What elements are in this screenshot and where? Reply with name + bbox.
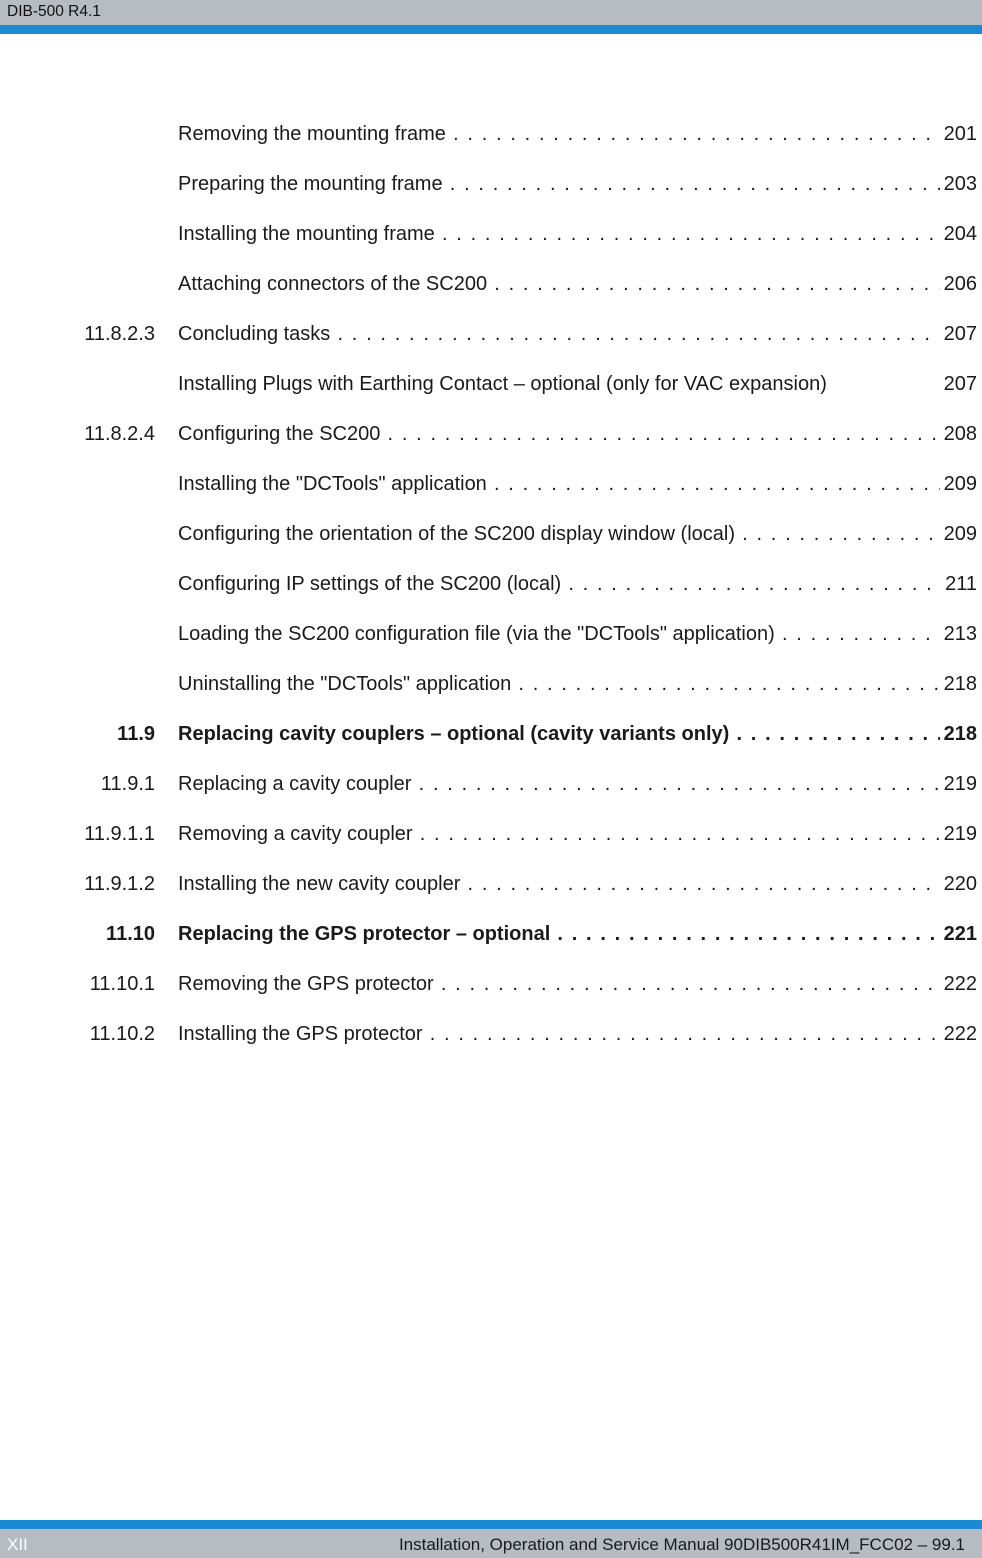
toc-section-number: 11.10 — [106, 923, 155, 945]
toc-page-number: 206 — [940, 272, 977, 296]
toc-row[interactable] — [0, 808, 982, 858]
toc-page-number: 213 — [940, 622, 977, 646]
toc-row[interactable] — [0, 908, 982, 958]
toc-entry-title: Uninstalling the "DCTools" application — [178, 673, 512, 695]
toc-entry-title: Concluding tasks — [178, 323, 331, 345]
toc-entry-link[interactable] — [178, 472, 977, 496]
toc-entry-link[interactable] — [178, 972, 977, 996]
toc-row[interactable] — [0, 658, 982, 708]
toc-row[interactable] — [0, 708, 982, 758]
toc-row[interactable] — [0, 308, 982, 358]
toc-section-number: 11.10.1 — [89, 973, 155, 995]
toc-row[interactable] — [0, 958, 982, 1008]
toc-entry-link[interactable] — [178, 572, 977, 596]
toc-entry-title: Installing Plugs with Earthing Contact – optional (only for VAC expansion) — [178, 373, 827, 395]
toc-page-number: 208 — [940, 422, 977, 446]
toc-entry-link[interactable] — [178, 622, 977, 646]
toc-entry-link[interactable] — [178, 672, 977, 696]
toc-page-number: 211 — [941, 572, 977, 596]
toc-row[interactable] — [0, 208, 982, 258]
toc-row[interactable] — [0, 858, 982, 908]
toc-row[interactable] — [0, 408, 982, 458]
toc-page-number: 218 — [940, 672, 977, 696]
toc-entry-link[interactable] — [178, 422, 977, 446]
toc-page-number: 219 — [940, 822, 977, 846]
toc-page-number: 220 — [940, 872, 977, 896]
toc-entry-title: Configuring IP settings of the SC200 (local) — [178, 573, 562, 595]
toc-page-number: 209 — [940, 472, 977, 496]
toc-entry-link[interactable] — [178, 172, 977, 196]
toc-entry-title: Removing the mounting frame — [178, 123, 446, 145]
toc-entry-link[interactable] — [178, 922, 977, 946]
header-title: DIB-500 R4.1 — [7, 3, 101, 20]
toc-entry-title: Configuring the orientation of the SC200 display window (local) — [178, 523, 735, 545]
page-header — [0, 0, 982, 34]
toc-section-number: 11.9.1 — [100, 773, 155, 795]
toc-entry-title: Installing the new cavity coupler — [178, 873, 461, 895]
toc-entry-link[interactable] — [178, 322, 977, 346]
toc-section-number: 11.9 — [117, 723, 155, 745]
toc-entry-link[interactable] — [178, 372, 977, 396]
footer-document-title: Installation, Operation and Service Manual 90DIB500R41IM_FCC02 – 99.1 — [398, 1535, 965, 1554]
toc-section-number: 11.8.2.4 — [84, 423, 155, 445]
toc-entry-title: Replacing cavity couplers – optional (cavity variants only) — [178, 723, 730, 745]
toc-row[interactable] — [0, 158, 982, 208]
toc-entry-title: Installing the "DCTools" application — [178, 473, 487, 495]
toc-entry-link[interactable] — [178, 822, 977, 846]
toc-entry-link[interactable] — [178, 872, 977, 896]
toc-row[interactable] — [0, 508, 982, 558]
toc-page-number: 207 — [940, 372, 977, 396]
header-accent-rule — [0, 25, 982, 34]
toc-page-number: 203 — [940, 172, 977, 196]
toc-entry-link[interactable] — [178, 722, 977, 746]
toc-section-number: 11.9.1.1 — [84, 823, 155, 845]
toc-page-number: 218 — [940, 722, 977, 746]
toc-entry-link[interactable] — [178, 222, 977, 246]
toc-entry-link[interactable] — [178, 772, 977, 796]
toc-entry-title: Replacing the GPS protector – optional — [178, 923, 551, 945]
toc-section-number: 11.9.1.2 — [84, 873, 155, 895]
toc-entry-title: Configuring the SC200 — [178, 423, 381, 445]
toc-row[interactable] — [0, 108, 982, 158]
page-footer — [0, 1520, 982, 1558]
toc-row[interactable] — [0, 758, 982, 808]
toc-row[interactable] — [0, 258, 982, 308]
toc-section-number: 11.10.2 — [89, 1023, 155, 1045]
toc-row[interactable] — [0, 608, 982, 658]
toc-page-number: 222 — [940, 1022, 977, 1046]
toc-entry-title: Installing the mounting frame — [178, 223, 435, 245]
toc-section-number: 11.8.2.3 — [84, 323, 155, 345]
toc-page-number: 204 — [940, 222, 977, 246]
toc-page-number: 219 — [940, 772, 977, 796]
footer-accent-rule — [0, 1520, 982, 1529]
toc-entry-title: Removing the GPS protector — [178, 973, 434, 995]
toc-page-number: 207 — [940, 322, 977, 346]
toc-page-number: 201 — [940, 122, 977, 146]
toc-entry-title: Removing a cavity coupler — [178, 823, 413, 845]
toc-entry-title: Attaching connectors of the SC200 — [178, 273, 488, 295]
toc-entry-link[interactable] — [178, 1022, 977, 1046]
header-band — [0, 0, 982, 25]
toc-page-number: 209 — [940, 522, 977, 546]
toc-row[interactable] — [0, 1008, 982, 1058]
toc-row[interactable] — [0, 358, 982, 408]
toc-entry-title: Loading the SC200 configuration file (via the "DCTools" application) — [178, 623, 775, 645]
toc-entry-link[interactable] — [178, 272, 977, 296]
toc-row[interactable] — [0, 458, 982, 508]
toc-row[interactable] — [0, 558, 982, 608]
toc-entry-title: Replacing a cavity coupler — [178, 773, 412, 795]
toc-entry-title: Preparing the mounting frame — [178, 173, 443, 195]
table-of-contents — [0, 108, 982, 1058]
footer-page-label: XII — [7, 1535, 28, 1554]
toc-entry-link[interactable] — [178, 522, 977, 546]
toc-page-number: 221 — [940, 922, 977, 946]
toc-entry-title: Installing the GPS protector — [178, 1023, 423, 1045]
toc-entry-link[interactable] — [178, 122, 977, 146]
toc-page-number: 222 — [940, 972, 977, 996]
